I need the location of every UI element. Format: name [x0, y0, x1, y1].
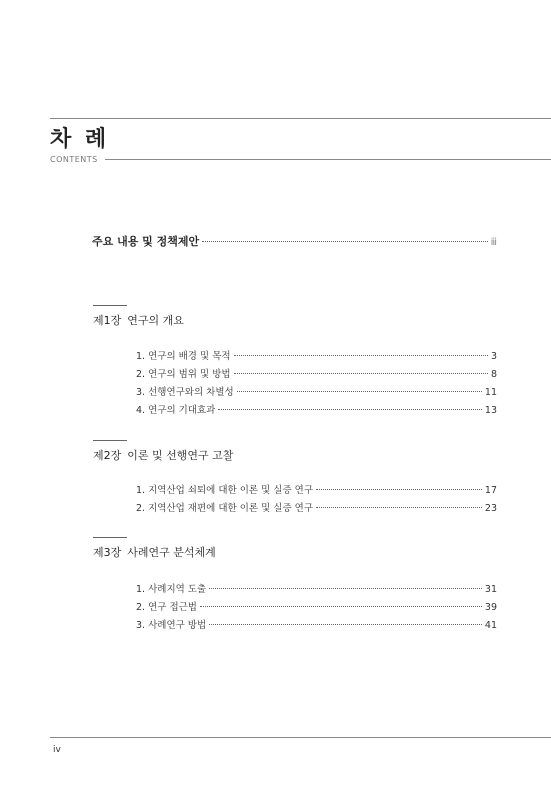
toc-entry[interactable] [136, 617, 497, 631]
chapter-divider [93, 440, 127, 441]
toc-entry-label: 3. 사례연구 방법 [136, 620, 207, 631]
dot-leader [209, 624, 482, 625]
dot-leader [209, 588, 482, 589]
toc-entry-page: 39 [484, 602, 497, 613]
toc-entry-page: 17 [484, 485, 497, 496]
header-top-rule [50, 118, 551, 119]
page-number: iv [53, 745, 61, 755]
page-title: 차 례 [50, 127, 110, 152]
toc-entry-page: 23 [484, 503, 497, 514]
toc-entry[interactable] [136, 402, 497, 416]
toc-entry-page: 8 [490, 369, 497, 380]
dot-leader [234, 355, 488, 356]
dot-leader [316, 489, 482, 490]
toc-entry[interactable] [136, 482, 497, 496]
chapter-title: 사례연구 분석체계 [127, 546, 216, 559]
toc-entry[interactable] [136, 348, 497, 362]
toc-entry-label: 주요 내용 및 정책제안 [92, 235, 200, 248]
chapter-number: 제3장 [93, 546, 122, 559]
chapter-heading[interactable] [93, 447, 233, 463]
chapter-divider [93, 537, 127, 538]
toc-entry[interactable] [136, 500, 497, 514]
toc-entry-summary[interactable] [92, 233, 497, 249]
footer-rule [50, 737, 551, 738]
toc-entry-label: 2. 연구 접근법 [136, 602, 197, 613]
chapter-title: 연구의 개요 [127, 314, 184, 327]
toc-entry-label: 3. 선행연구와의 차별성 [136, 387, 234, 398]
toc-entry-label: 2. 연구의 범위 및 방법 [136, 369, 231, 380]
dot-leader [200, 606, 482, 607]
toc-entry-page: 41 [484, 620, 497, 631]
dot-leader [316, 507, 482, 508]
toc-entry[interactable] [136, 599, 497, 613]
toc-entry-page: 13 [484, 405, 497, 416]
dot-leader [218, 409, 482, 410]
toc-entry-label: 1. 사례지역 도출 [136, 584, 207, 595]
chapter-divider [93, 305, 127, 306]
toc-entry-page: 11 [484, 387, 497, 398]
chapter-number: 제1장 [93, 314, 122, 327]
header-subtitle-rule [105, 159, 551, 160]
toc-entry[interactable] [136, 581, 497, 595]
toc-entry-page: 3 [490, 351, 497, 362]
toc-entry-label: 4. 연구의 기대효과 [136, 405, 216, 416]
toc-entry[interactable] [136, 366, 497, 380]
toc-entry-page: ⅲ [490, 237, 497, 248]
page-subtitle: CONTENTS [50, 155, 98, 164]
toc-entry-label: 2. 지역산업 재편에 대한 이론 및 실증 연구 [136, 503, 314, 514]
toc-entry-label: 1. 연구의 배경 및 목적 [136, 351, 231, 362]
chapter-title: 이론 및 선행연구 고찰 [127, 449, 234, 462]
toc-entry[interactable] [136, 384, 497, 398]
dot-leader [237, 391, 482, 392]
dot-leader [234, 373, 488, 374]
toc-entry-label: 1. 지역산업 쇠퇴에 대한 이론 및 실증 연구 [136, 485, 314, 496]
chapter-heading[interactable] [93, 312, 184, 328]
chapter-number: 제2장 [93, 449, 122, 462]
dot-leader [202, 241, 488, 242]
chapter-heading[interactable] [93, 544, 216, 560]
toc-entry-page: 31 [484, 584, 497, 595]
